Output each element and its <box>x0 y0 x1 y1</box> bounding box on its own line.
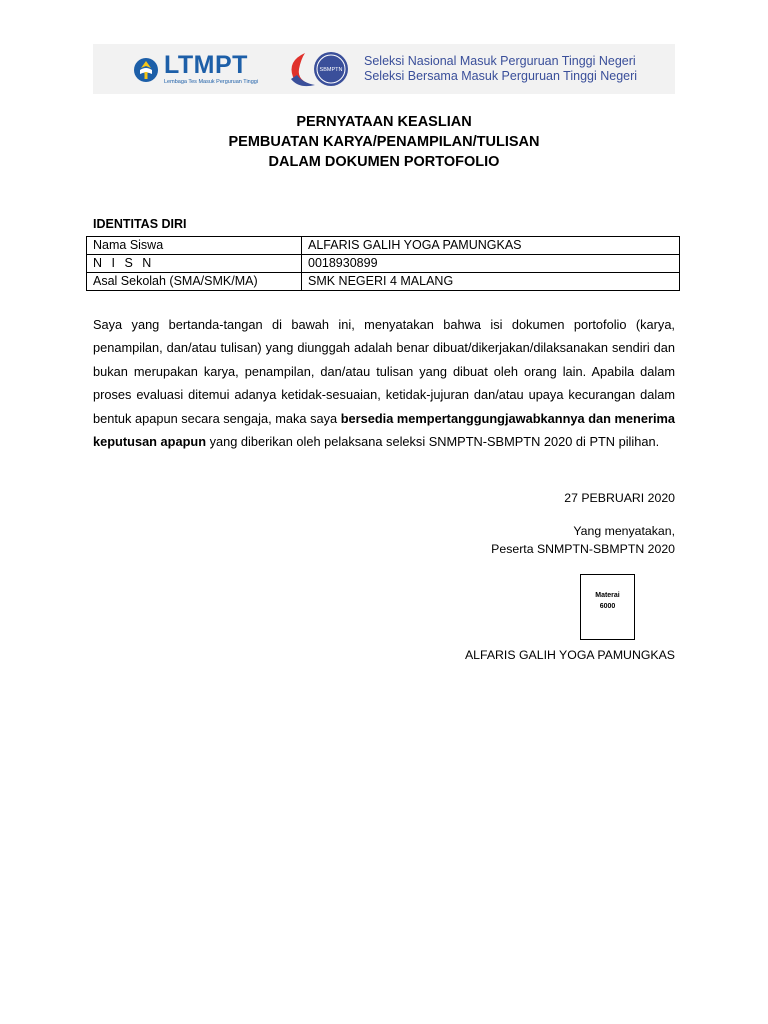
statement-text-2: yang diberikan oleh pelaksana seleksi SNMPTN-SBMPTN 2020 di PTN pilihan. <box>206 434 660 450</box>
signature-block <box>491 522 675 558</box>
identity-value-name: ALFARIS GALIH YOGA PAMUNGKAS <box>302 237 680 255</box>
identity-label-school: Asal Sekolah (SMA/SMK/MA) <box>87 273 302 291</box>
ltmpt-logo <box>133 53 258 86</box>
ltmpt-subtitle: Lembaga Tes Masuk Perguruan Tinggi <box>164 79 259 85</box>
signature-line-2: Peserta SNMPTN-SBMPTN 2020 <box>491 542 675 556</box>
header-line-sbmptn: Seleksi Bersama Masuk Perguruan Tinggi Negeri <box>364 69 638 83</box>
table-row <box>87 273 680 291</box>
snmptn-sbmptn-logo <box>283 49 355 89</box>
materai-line-2: 6000 <box>599 603 616 610</box>
statement-text-1: Saya yang bertanda-tangan di bawah ini, menyatakan bahwa isi dokumen portofolio (karya, penampilan, dan/atau tulisan) yang diunggah adalah benar dibuat/dikerjakan/dilaksanakan sendiri dan bukan merupakan karya, penampilan, dan/atau tulisan yang dibuat oleh orang lain. Apabila dalam proses evaluasi ditemui adanya ketidak-sesuaian, ketidak-jujuran dan/atau upaya kecurangan dalam bentuk apapun secara sengaja, maka saya <box>93 317 675 426</box>
header-titles <box>364 54 637 84</box>
materai-line-1: Materai <box>595 592 620 599</box>
signatory-name: ALFARIS GALIH YOGA PAMUNGKAS <box>464 648 675 662</box>
title-line-3: DALAM DOKUMEN PORTOFOLIO <box>268 154 500 170</box>
identity-heading: IDENTITAS DIRI <box>93 217 187 231</box>
tut-wuri-handayani-icon <box>133 57 159 83</box>
title-line-1: PERNYATAAN KEASLIAN <box>296 114 472 130</box>
signature-date: 27 PEBRUARI 2020 <box>564 491 675 505</box>
statement-paragraph <box>93 313 675 453</box>
header-banner <box>93 44 675 94</box>
ltmpt-name: LTMPT <box>164 51 248 79</box>
identity-value-nisn: 0018930899 <box>302 255 680 273</box>
header-line-snmptn: Seleksi Nasional Masuk Perguruan Tinggi Negeri <box>364 54 636 68</box>
materai-label <box>581 590 634 612</box>
identity-value-school: SMK NEGERI 4 MALANG <box>302 273 680 291</box>
identity-label-nisn: N I S N <box>87 255 302 273</box>
document-title <box>0 112 768 172</box>
statement-bold-text: bersedia mempertanggungjawabkannya dan menerima keputusan apapun <box>93 410 675 450</box>
sbmptn-badge-text: SBMPTN <box>319 67 343 73</box>
signature-line-1: Yang menyatakan, <box>573 524 675 538</box>
title-line-2: PEMBUATAN KARYA/PENAMPILAN/TULISAN <box>228 134 540 150</box>
materai-stamp-box <box>580 574 635 640</box>
identity-table <box>86 236 680 291</box>
table-row <box>87 255 680 273</box>
identity-label-name: Nama Siswa <box>87 237 302 255</box>
table-row <box>87 237 680 255</box>
